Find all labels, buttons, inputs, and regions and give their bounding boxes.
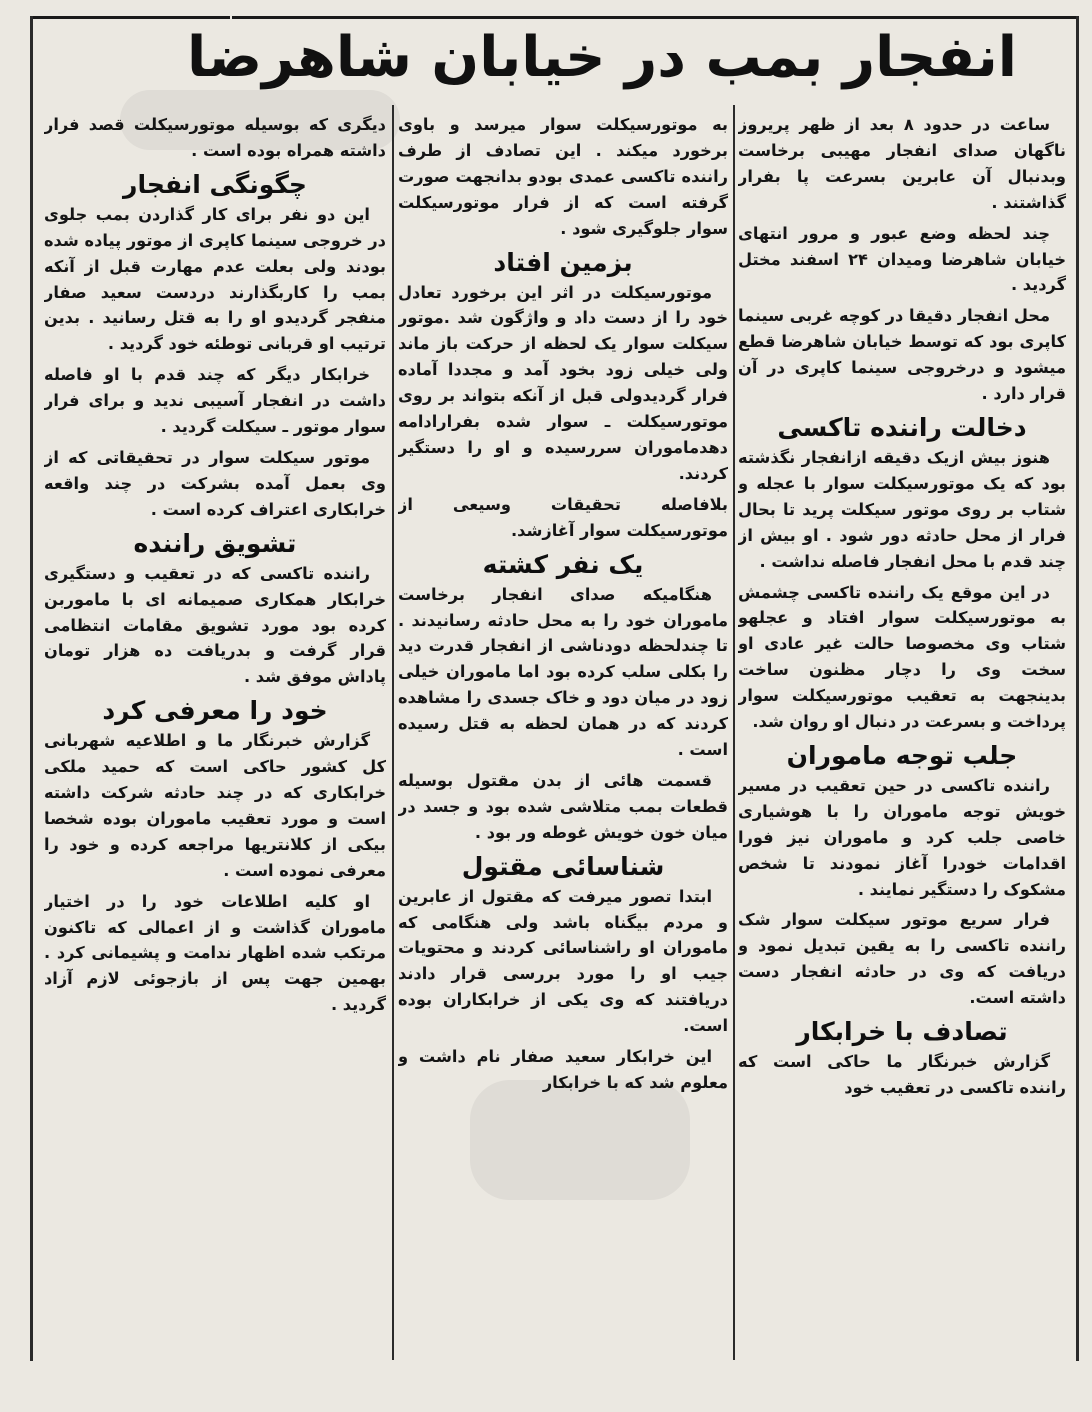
article-column-3 — [44, 112, 386, 1357]
article-column-1 — [738, 112, 1066, 1357]
paragraph: او کلیه اطلاعات خود را در اختیار ماموران گذاشت و از اعمالی که تاکنون مرتکب شده اظهار ندامت و پشیمانی کرد . بهمین جهت پس از بازجوئی لازم آزاد گردید . — [44, 891, 386, 1015]
paragraph: ابتدا تصور میرفت که مقتول از عابرین و مردم بیگناه باشد ولی هنگامی که ماموران او راشناسائی کردند و محتویات جیب او را مورد بررسی قرار دادند دریافتند که وی یکی از خرابکاران بوده است. — [398, 886, 728, 1036]
subheading: شناسائی مقتول — [461, 851, 665, 881]
frame-rule-right — [1076, 16, 1079, 1361]
frame-rule-top-left — [30, 16, 230, 19]
paragraph: خرابکار دیگر که چند قدم با او فاصله داشت در انفجار آسیبی ندید و برای فرار سوار موتور ـ سیکلت گردید . — [44, 365, 386, 437]
subheading: خود را معرفی کرد — [102, 696, 328, 726]
paragraph: قسمت هائی از بدن مقتول بوسیله قطعات بمب متلاشی شده بود و جسد در میان خون خویش غوطه ور بود . — [398, 770, 728, 842]
subheading: یک نفر کشته — [482, 549, 644, 579]
paragraph: گزارش خبرنگار ما حاکی است که راننده تاکسی در تعقیب خود — [738, 1052, 1066, 1097]
headline-box — [187, 16, 1017, 97]
frame-rule-top-right — [972, 16, 1078, 19]
subheading: تشویق راننده — [133, 528, 297, 558]
headline: انفجار بمب در خیابان شاهرضا — [187, 25, 1017, 90]
paragraph: فرار سریع موتور سیکلت سوار شک راننده تاکسی را به یقین تبدیل نمود و دریافت که وی در حادثه انفجار دست داشته است. — [738, 910, 1066, 1008]
subheading: جلب توجه ماموران — [786, 740, 1018, 770]
paragraph: این خرابکار سعید صفار نام داشت و معلوم شد که با خرابکار — [398, 1047, 728, 1092]
paragraph: این دو نفر برای کار گذاردن بمب جلوی در خروجی سینما کاپری از موتور پیاده شده بودند ولی بعلت عدم مهارت قبل از آنکه بمب را کاربگذارند دردست سعید صفار منفجر گردیدو او را به قتل رسانید . بدین ترتیب او قربانی توطئه خود گردید . — [44, 204, 386, 354]
subheading: تصادف با خرابکار — [796, 1017, 1008, 1047]
paragraph: محل انفجار دقیقا در کوچه غربی سینما کاپری بود که توسط خیابان شاهرضا قطع میشود و درخروجی سینما کاپری در آن قرار دارد . — [738, 306, 1066, 404]
paragraph: هنوز بیش ازیک دقیقه ازانفجار نگذشته بود که یک موتورسیکلت سوار با عجله و شتاب بر روی موتور سیکلت پرید تا بحال فرار از محل حادثه دور شود . او بیش از چند قدم با محل انفجار فاصله نداشت . — [738, 447, 1066, 571]
paragraph: چند لحظه وضع عبور و مرور انتهای خیابان شاهرضا ومیدان ۲۴ اسفند مختل گردید . — [738, 223, 1066, 295]
column-rule — [733, 105, 735, 1360]
article-column-2 — [398, 112, 728, 1357]
paragraph: در این موقع یک راننده تاکسی چشمش به موتورسیکلت سوار افتاد و عجلهو شتاب وی مخصوصا حالت غیر عادی او سخت وی را دچار مظنون ساخت بدینجهت به تعقیب موتورسیکلت سوار پرداخت و بسرعت در دنبال او روان شد. — [738, 582, 1066, 732]
paragraph: راننده تاکسی در حین تعقیب در مسیر خویش توجه ماموران را با هوشیاری خاصی جلب کرد و ماموران نیز فورا اقدامات خودرا آغاز نمودند تا شخص مشکوک را دستگیر نمایند . — [738, 775, 1066, 899]
subheading: بزمین افتاد — [493, 247, 633, 277]
paragraph: دیگری که بوسیله موتورسیکلت قصد فرار داشته همراه بوده است . — [44, 115, 386, 160]
paragraph: ساعت در حدود ۸ بعد از ظهر پریروز ناگهان صدای انفجار مهیبی برخاست وبدنبال آن عابرین بسرعت پا بفرار گذاشتند . — [738, 115, 1066, 212]
paragraph: گزارش خبرنگار ما و اطلاعیه شهربانی کل کشور حاکی است که حمید ملکی خرابکاری که در چند حادثه شرکت داشته است و مورد تعقیب ماموران بوده شخصا بیکی از کلانتریها مراجعه کرده و خود را معرفی نموده است . — [44, 731, 386, 880]
paragraph: راننده تاکسی که در تعقیب و دستگیری خرابکار همکاری صمیمانه ای با ماموربن کرده بود مورد تشویق مقامات انتظامی قرار گرفت و بدریافت ده هزار تومان پاداش موفق شد . — [44, 563, 386, 687]
paragraph: بلافاصله تحقیقات وسیعی از موتورسیکلت سوار آغازشد. — [398, 494, 728, 540]
subheading: دخالت راننده تاکسی — [777, 412, 1027, 442]
column-rule — [392, 105, 394, 1360]
subheading: چگونگی انفجار — [123, 169, 307, 199]
paragraph: به موتورسیکلت سوار میرسد و باوی برخورد میکند . این تصادف از طرف راننده تاکسی عمدی بودو بدانجهت صورت گرفته است که از فرار موتورسیکلت سوار جلوگیری شود . — [398, 115, 728, 238]
paragraph: موتورسیکلت در اثر این برخورد تعادل خود را از دست داد و واژگون شد .موتور سیکلت سوار یک لحظه از حرکت باز ماند ولی خیلی زود بخود آمد و مجددا آماده فرار گردیدولی قبل از آنکه بتواند بر روی موتورسیکلت ـ سوار شده بفرارادامه دهدماموران سررسیده و او را دستگیر کردند. — [398, 282, 728, 483]
frame-rule-left — [30, 16, 33, 1361]
paragraph: هنگامیکه صدای انفجار برخاست ماموران خود را به محل حادثه رسانیدند . تا چندلحظه دودناشی از انفجار قدرت دید را بکلی سلب کرده بود اما ماموران خیلی زود در میان دود و خاک جسدی را مشاهده کردند که در همان لحظه به قتل رسیده است . — [398, 584, 728, 760]
paragraph: موتور سیکلت سوار در تحقیقاتی که از وی بعمل آمده بشرکت در چند واقعه خرابکاری اعتراف کرده است . — [44, 447, 386, 519]
